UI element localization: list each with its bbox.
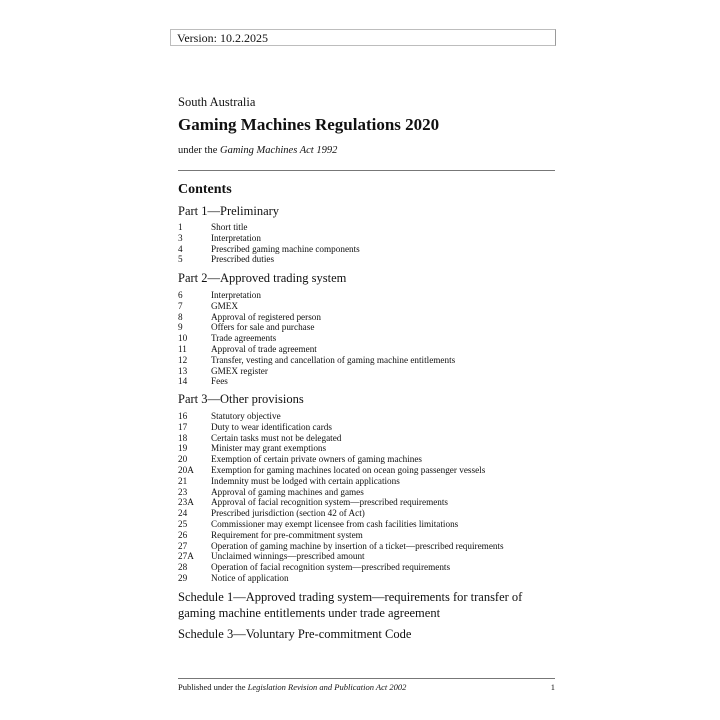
toc-item[interactable] bbox=[178, 244, 558, 255]
toc-number: 27 bbox=[178, 540, 188, 551]
toc-title: Unclaimed winnings—prescribed amount bbox=[211, 551, 365, 562]
regulation-title: Gaming Machines Regulations 2020 bbox=[178, 115, 440, 134]
toc-number: 18 bbox=[178, 432, 188, 443]
toc-item[interactable] bbox=[178, 508, 558, 519]
contents-heading: Contents bbox=[178, 182, 232, 197]
toc-title: Offers for sale and purchase bbox=[211, 322, 315, 333]
toc-item[interactable] bbox=[178, 487, 558, 498]
toc-title: Notice of application bbox=[211, 572, 289, 583]
toc-number: 3 bbox=[178, 232, 183, 243]
toc-title: Commissioner may exempt licensee from cash facilities limitations bbox=[211, 518, 459, 529]
page-footer bbox=[178, 682, 555, 692]
parent-act-name: Gaming Machines Act 1992 bbox=[220, 145, 338, 156]
toc-item[interactable] bbox=[178, 465, 558, 476]
toc-number: 27A bbox=[178, 551, 194, 562]
part-heading[interactable]: Part 2—Approved trading system bbox=[178, 271, 347, 285]
part-heading[interactable]: Part 1—Preliminary bbox=[178, 204, 280, 218]
toc-number: 10 bbox=[178, 333, 188, 344]
toc-title: Operation of facial recognition system—prescribed requirements bbox=[211, 562, 451, 573]
toc-title: Fees bbox=[211, 376, 228, 387]
toc-item[interactable] bbox=[178, 290, 558, 301]
toc-title: Prescribed gaming machine components bbox=[211, 243, 360, 254]
toc-title: Minister may grant exemptions bbox=[211, 443, 327, 454]
toc-number: 21 bbox=[178, 475, 188, 486]
version-label: Version: 10.2.2025 bbox=[170, 29, 556, 46]
schedule-heading[interactable]: Schedule 3—Voluntary Pre-commitment Code bbox=[178, 627, 412, 641]
toc-title: Approval of facial recognition system—prescribed requirements bbox=[211, 497, 449, 508]
toc-item[interactable] bbox=[178, 422, 558, 433]
toc-item[interactable] bbox=[178, 376, 558, 387]
toc-title: Certain tasks must not be delegated bbox=[211, 432, 342, 443]
toc-number: 13 bbox=[178, 365, 188, 376]
toc-title: Exemption of certain private owners of gaming machines bbox=[211, 454, 422, 465]
part-heading[interactable]: Part 3—Other provisions bbox=[178, 392, 304, 406]
toc-title: Approval of gaming machines and games bbox=[211, 486, 364, 497]
toc-number: 11 bbox=[178, 343, 187, 354]
toc-number: 19 bbox=[178, 443, 188, 454]
toc-number: 14 bbox=[178, 376, 188, 387]
toc-title: Prescribed duties bbox=[211, 254, 275, 265]
toc-title: Trade agreements bbox=[211, 333, 277, 344]
toc-title: Operation of gaming machine by insertion of a ticket—prescribed requirements bbox=[211, 540, 504, 551]
toc-title: Exemption for gaming machines located on ocean going passenger vessels bbox=[211, 464, 486, 475]
toc-title: Interpretation bbox=[211, 232, 261, 243]
toc-item[interactable] bbox=[178, 562, 558, 573]
toc-number: 7 bbox=[178, 300, 183, 311]
toc-list-part-2 bbox=[178, 290, 558, 387]
toc-item[interactable] bbox=[178, 322, 558, 333]
toc-number: 20A bbox=[178, 464, 194, 475]
toc-item[interactable] bbox=[178, 476, 558, 487]
toc-number: 28 bbox=[178, 562, 188, 573]
toc-title: Approval of trade agreement bbox=[211, 343, 317, 354]
toc-item[interactable] bbox=[178, 443, 558, 454]
footer-divider bbox=[178, 678, 555, 679]
toc-list-part-3 bbox=[178, 411, 558, 584]
toc-item[interactable] bbox=[178, 497, 558, 508]
toc-number: 4 bbox=[178, 243, 183, 254]
under-prefix: under the bbox=[178, 145, 218, 156]
toc-number: 16 bbox=[178, 411, 188, 421]
toc-item[interactable] bbox=[178, 222, 558, 233]
toc-title: Duty to wear identification cards bbox=[211, 421, 332, 432]
toc-item[interactable] bbox=[178, 366, 558, 377]
page-number: 1 bbox=[550, 682, 555, 692]
toc-title: Short title bbox=[211, 222, 248, 232]
schedule-heading[interactable]: Schedule 1—Approved trading system—requirements for transfer of gaming machine entitlements under trade agreement bbox=[178, 590, 523, 620]
toc-number: 9 bbox=[178, 322, 183, 333]
toc-title: Prescribed jurisdiction (section 42 of Act) bbox=[211, 508, 365, 519]
toc-item[interactable] bbox=[178, 312, 558, 323]
toc-title: Approval of registered person bbox=[211, 311, 321, 322]
toc-item[interactable] bbox=[178, 454, 558, 465]
toc-number: 8 bbox=[178, 311, 183, 322]
toc-item[interactable] bbox=[178, 433, 558, 444]
toc-number: 1 bbox=[178, 222, 183, 232]
toc-item[interactable] bbox=[178, 541, 558, 552]
toc-number: 29 bbox=[178, 572, 188, 583]
toc-title: GMEX register bbox=[211, 365, 268, 376]
toc-title: Transfer, vesting and cancellation of gaming machine entitlements bbox=[211, 354, 456, 365]
toc-number: 6 bbox=[178, 290, 183, 300]
toc-item[interactable] bbox=[178, 355, 558, 366]
toc-list-part-1 bbox=[178, 222, 558, 265]
toc-title: GMEX bbox=[211, 300, 239, 311]
toc-title: Requirement for pre-commitment system bbox=[211, 529, 363, 540]
footer-act-name: Legislation Revision and Publication Act 2002 bbox=[247, 682, 407, 692]
publication-note bbox=[178, 682, 406, 692]
toc-item[interactable] bbox=[178, 530, 558, 541]
toc-number: 25 bbox=[178, 518, 188, 529]
toc-number: 26 bbox=[178, 529, 188, 540]
toc-number: 24 bbox=[178, 508, 188, 519]
toc-title: Interpretation bbox=[211, 290, 261, 300]
toc-item[interactable] bbox=[178, 254, 558, 265]
toc-item[interactable] bbox=[178, 411, 558, 422]
jurisdiction: South Australia bbox=[178, 95, 256, 109]
toc-number: 20 bbox=[178, 454, 188, 465]
toc-number: 23 bbox=[178, 486, 188, 497]
toc-item[interactable] bbox=[178, 344, 558, 355]
toc-title: Indemnity must be lodged with certain applications bbox=[211, 475, 400, 486]
toc-number: 5 bbox=[178, 254, 183, 265]
footer-prefix: Published under the bbox=[178, 682, 246, 692]
toc-number: 12 bbox=[178, 354, 188, 365]
toc-item[interactable] bbox=[178, 573, 558, 584]
toc-item[interactable] bbox=[178, 233, 558, 244]
toc-item[interactable] bbox=[178, 551, 558, 562]
toc-number: 23A bbox=[178, 497, 194, 508]
toc-item[interactable] bbox=[178, 333, 558, 344]
under-act-line bbox=[178, 145, 337, 156]
toc-title: Statutory objective bbox=[211, 411, 281, 421]
toc-number: 17 bbox=[178, 421, 188, 432]
divider bbox=[178, 170, 555, 171]
toc-item[interactable] bbox=[178, 519, 558, 530]
toc-item[interactable] bbox=[178, 301, 558, 312]
